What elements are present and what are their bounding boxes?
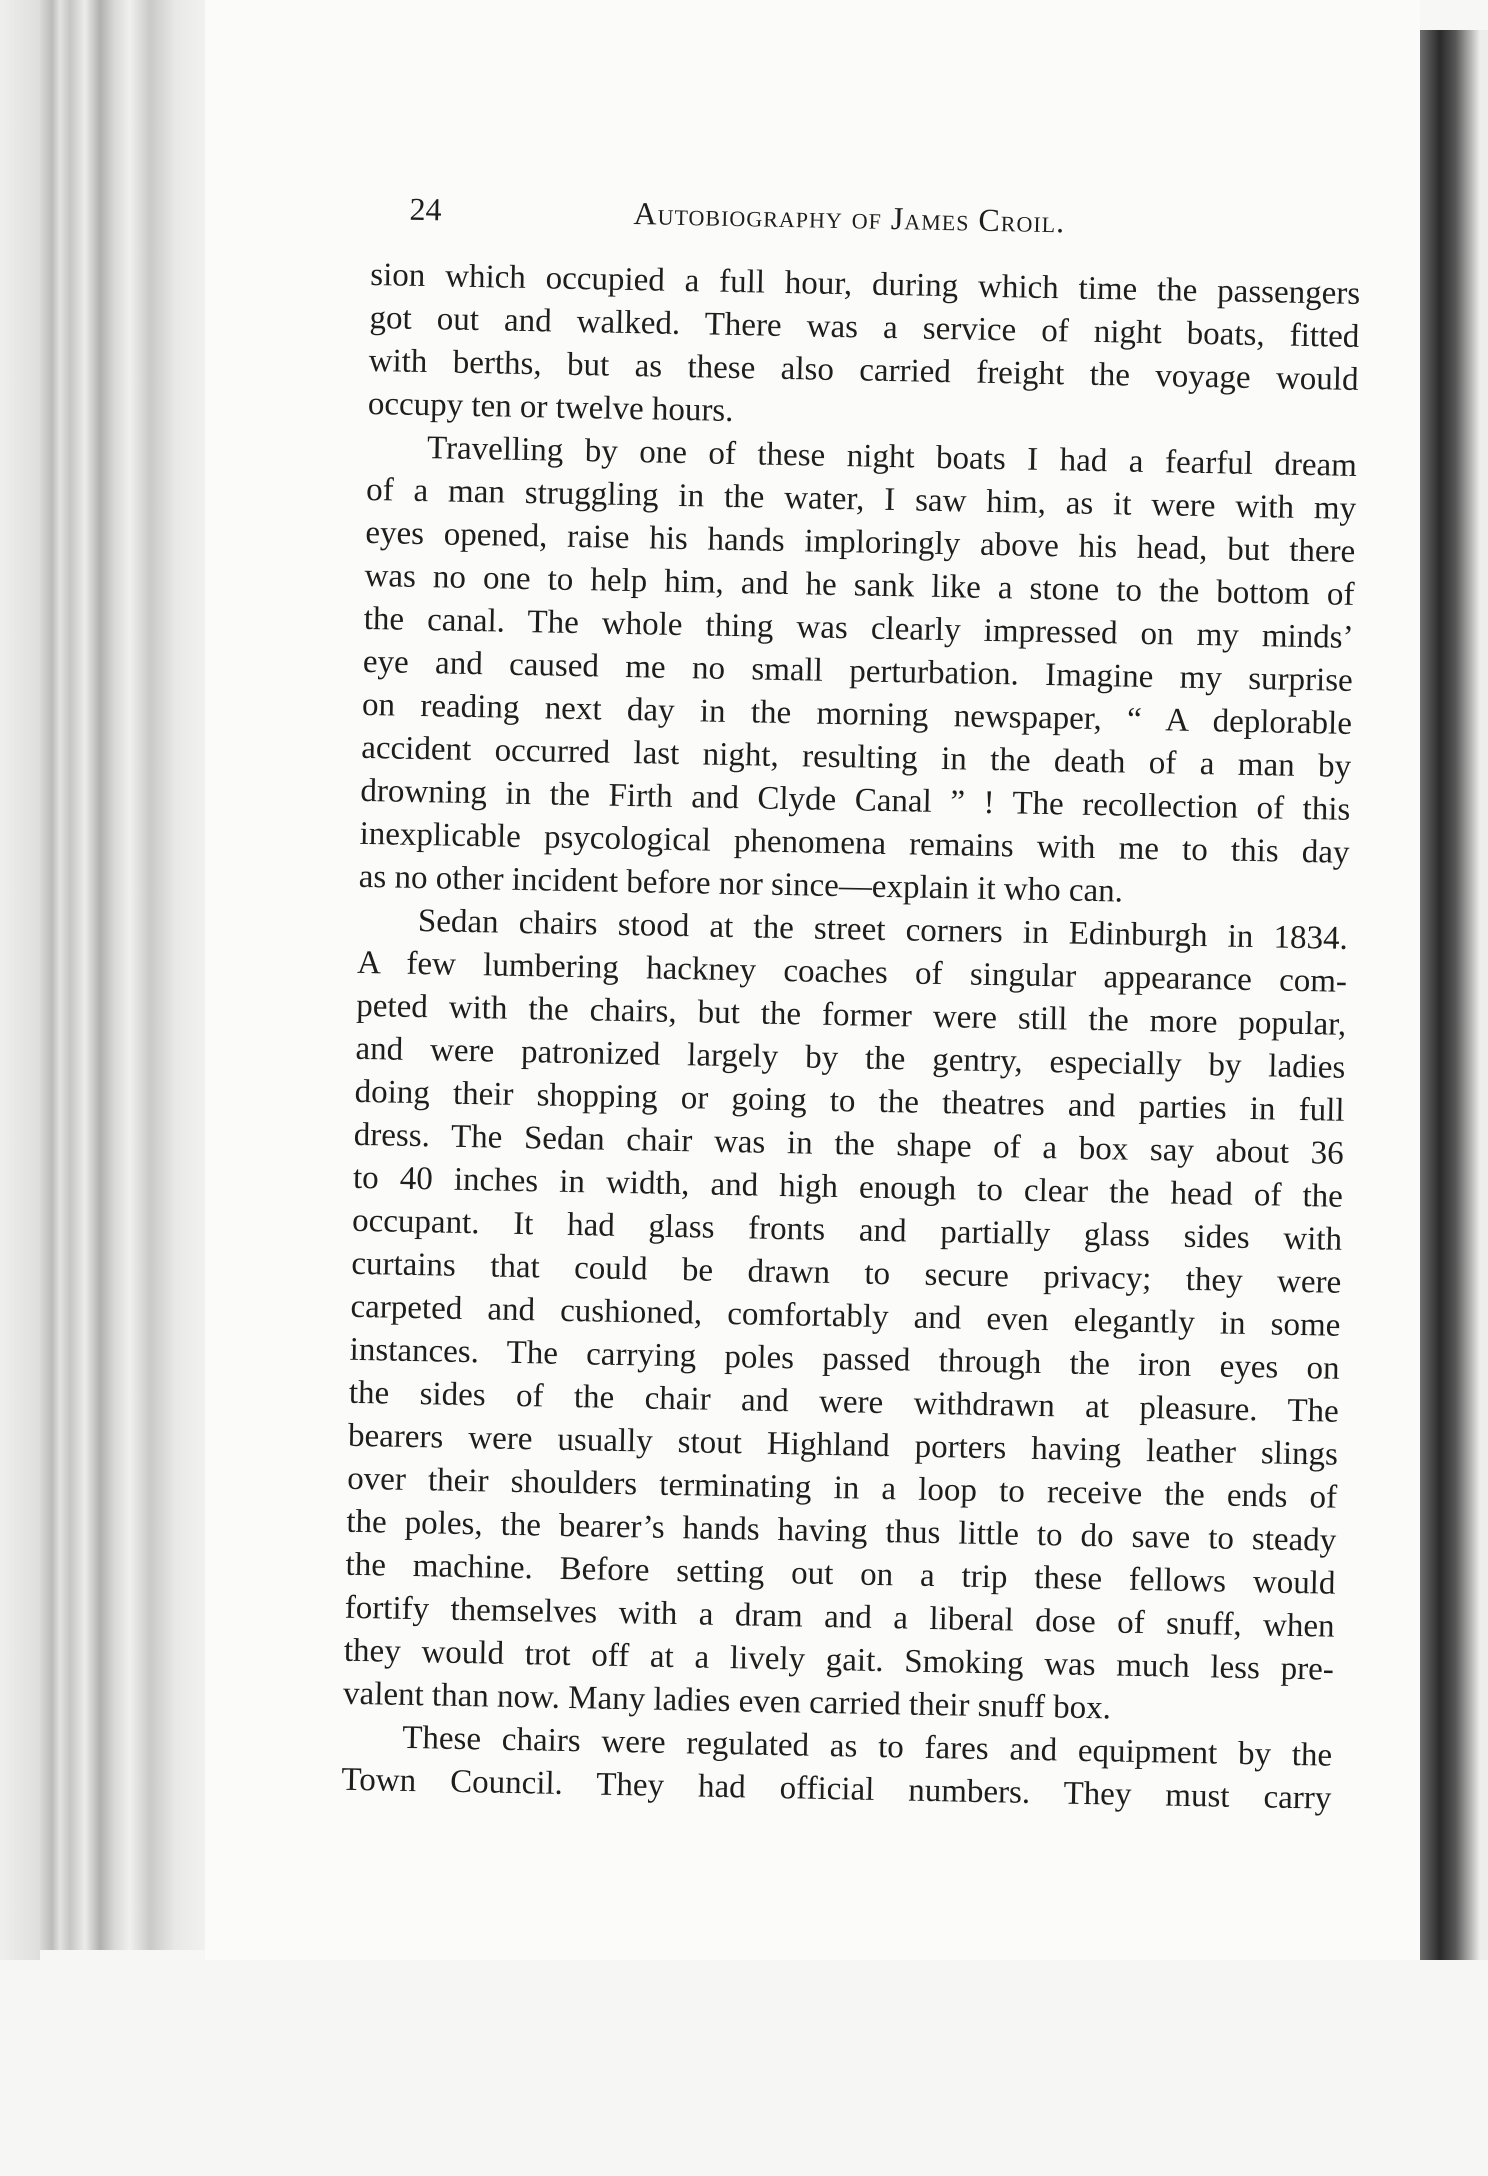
text-line: was no one to help him, and he sank like a stone to the bottom of [364,557,1355,613]
text-line: doing their shopping or going to the theatres and parties in full [354,1073,1345,1129]
page-text [341,190,1362,1821]
text-line: instances. The carrying poles passed through the iron eyes on [349,1331,1340,1387]
text-line: got out and walked. There was a service of night boats, fitted [369,299,1360,355]
text-line: curtains that could be drawn to secure privacy; they were [351,1245,1342,1301]
text-line: occupant. It had glass fronts and partially glass sides with [351,1202,1343,1258]
text-line: sion which occupied a full hour, during which time the passengers [370,256,1361,312]
page-number: 24 [409,190,442,228]
text-line: bearers were usually stout Highland porters having leather slings [347,1417,1339,1473]
text-line: These chairs were regulated as to fares and equipment by the [401,1719,1333,1774]
text-line: eye and caused me no small perturbation. Imagine my surprise [362,643,1354,699]
text-line: A few lumbering hackney coaches of singular appearance com- [356,944,1348,1000]
text-line: they would trot off at a lively gait. Smoking was much less pre- [343,1632,1335,1688]
scan-margin [0,0,40,2176]
running-title: Autobiography of James Croil. [633,195,1066,240]
text-line: accident occurred last night, resulting in the death of a man by [360,729,1352,785]
text-line: occupy ten or twelve hours. [367,385,734,429]
text-line: as no other incident before nor since—explain it who can. [358,858,1124,910]
text-line: inexplicable psycological phenomena remains with me to this day [359,815,1350,871]
text-line: Town Council. They had official numbers. They must carry [341,1761,1332,1817]
book-binding-edge [40,0,210,1950]
text-line: over their shoulders terminating in a loop to receive the ends of [346,1460,1338,1516]
text-line: eyes opened, raise his hands imploringly above his head, but there [365,514,1356,570]
text-line: the canal. The whole thing was clearly impressed on my minds’ [363,600,1354,656]
text-line: valent than now. Many ladies even carried their snuff box. [342,1675,1112,1727]
text-line: of a man struggling in the water, I saw him, as it were with my [365,471,1357,527]
scan-bottom-margin [0,1960,1488,2176]
text-line: fortify themselves with a dram and a liberal dose of snuff, when [344,1589,1335,1645]
text-line: the poles, the bearer’s hands having thus little to do save to steady [346,1503,1337,1559]
text-line: dress. The Sedan chair was in the shape of a box say about 36 [353,1116,1345,1172]
book-right-edge [1420,30,1488,2030]
text-line: drowning in the Firth and Clyde Canal ” ! The recollection of this [360,772,1351,828]
text-line: and were patronized largely by the gentry, especially by ladies [355,1030,1346,1086]
text-line: carpeted and cushioned, comfortably and even elegantly in some [350,1288,1341,1344]
text-line: the sides of the chair and were withdrawn at pleasure. The [348,1374,1340,1430]
text-line: the machine. Before setting out on a trip these fellows would [345,1546,1336,1602]
text-line: with berths, but as these also carried freight the voyage would [368,342,1359,398]
text-line: to 40 inches in width, and high enough to clear the head of the [352,1159,1344,1215]
text-line: peted with the chairs, but the former were still the more popular, [355,987,1347,1043]
text-line: Sedan chairs stood at the street corners in Edinburgh in 1834. [417,903,1349,957]
text-line: Travelling by one of these night boats I had a fearful dream [426,430,1358,484]
text-line: on reading next day in the morning newspaper, “ A deplorable [361,686,1353,742]
